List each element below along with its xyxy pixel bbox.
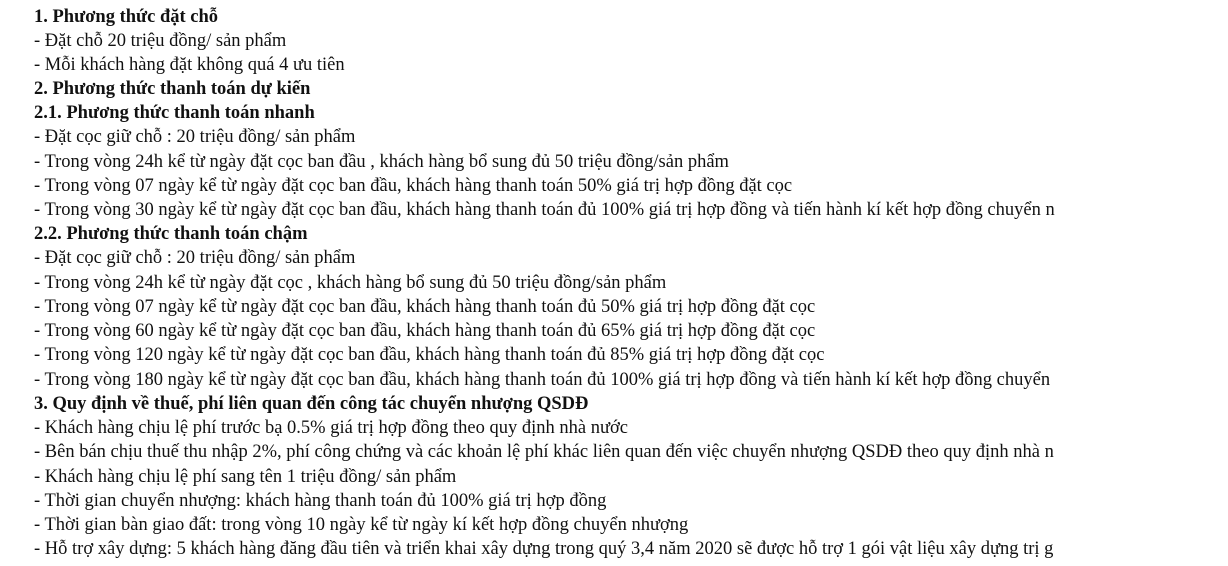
- line-text: - Thời gian chuyển nhượng: khách hàng thanh toán đủ 100% giá trị hợp đồng: [34, 491, 607, 511]
- line-text: - Trong vòng 30 ngày kể từ ngày đặt cọc ban đầu, khách hàng thanh toán đủ 100% giá trị hợp đồng và tiến hành kí kết hợp đồng chuyển n: [34, 200, 1055, 220]
- text-line: [34, 125, 1134, 149]
- line-text: - Trong vòng 07 ngày kể từ ngày đặt cọc ban đầu, khách hàng thanh toán đủ 50% giá trị hợp đồng đặt cọc: [34, 297, 816, 317]
- heading-text: 3. Quy định về thuế, phí liên quan đến công tác chuyển nhượng QSDĐ: [34, 394, 589, 414]
- text-line: [34, 368, 1134, 392]
- text-line: [34, 198, 1134, 222]
- line-text: - Khách hàng chịu lệ phí trước bạ 0.5% giá trị hợp đồng theo quy định nhà nước: [34, 418, 628, 438]
- line-text: - Khách hàng chịu lệ phí sang tên 1 triệu đồng/ sản phẩm: [34, 467, 457, 487]
- line-text: - Đặt chỗ 20 triệu đồng/ sản phẩm: [34, 31, 287, 51]
- text-line: [34, 465, 1134, 489]
- line-text: - Đặt cọc giữ chỗ : 20 triệu đồng/ sản phẩm: [34, 127, 356, 147]
- text-line: [34, 29, 1134, 53]
- line-text: - Trong vòng 07 ngày kể từ ngày đặt cọc ban đầu, khách hàng thanh toán 50% giá trị hợp đồng đặt cọc: [34, 176, 793, 196]
- line-text: - Trong vòng 24h kể từ ngày đặt cọc , khách hàng bổ sung đủ 50 triệu đồng/sản phẩm: [34, 273, 667, 293]
- line-text: - Mỗi khách hàng đặt không quá 4 ưu tiên: [34, 55, 345, 75]
- text-line: [34, 174, 1134, 198]
- section-heading-3: [34, 392, 1134, 416]
- section-heading-1: [34, 5, 1134, 29]
- line-text: - Trong vòng 24h kể từ ngày đặt cọc ban đầu , khách hàng bổ sung đủ 50 triệu đồng/sản phẩm: [34, 152, 729, 172]
- line-text: - Hỗ trợ xây dựng: 5 khách hàng đăng đầu tiên và triển khai xây dựng trong quý 3,4 năm 2020 sẽ được hỗ trợ 1 gói vật liệu xây dựng trị g: [34, 539, 1054, 559]
- line-text: - Trong vòng 180 ngày kể từ ngày đặt cọc ban đầu, khách hàng thanh toán đủ 100% giá trị hợp đồng và tiến hành kí kết hợp đồng chuyển: [34, 370, 1051, 390]
- text-line: [34, 440, 1134, 464]
- line-text: - Đặt cọc giữ chỗ : 20 triệu đồng/ sản phẩm: [34, 248, 356, 268]
- section-heading-2: [34, 77, 1134, 101]
- section-heading-2-2: [34, 222, 1134, 246]
- text-line: [34, 319, 1134, 343]
- text-line: [34, 416, 1134, 440]
- text-line: [34, 271, 1134, 295]
- heading-text: 2. Phương thức thanh toán dự kiến: [34, 79, 311, 99]
- text-line: [34, 489, 1134, 513]
- heading-text: 2.1. Phương thức thanh toán nhanh: [34, 103, 315, 123]
- line-text: - Trong vòng 60 ngày kể từ ngày đặt cọc ban đầu, khách hàng thanh toán đủ 65% giá trị hợp đồng đặt cọc: [34, 321, 816, 341]
- text-line: [34, 246, 1134, 270]
- heading-text: 1. Phương thức đặt chỗ: [34, 7, 219, 27]
- line-text: - Trong vòng 120 ngày kể từ ngày đặt cọc ban đầu, khách hàng thanh toán đủ 85% giá trị hợp đồng đặt cọc: [34, 345, 825, 365]
- text-line: [34, 295, 1134, 319]
- text-line: [34, 53, 1134, 77]
- heading-text: 2.2. Phương thức thanh toán chậm: [34, 224, 308, 244]
- text-line: [34, 343, 1134, 367]
- line-text: - Bên bán chịu thuế thu nhập 2%, phí công chứng và các khoản lệ phí khác liên quan đến việc chuyển nhượng QSDĐ theo quy định nhà n: [34, 442, 1054, 462]
- text-line: [34, 150, 1134, 174]
- text-line: [34, 513, 1134, 537]
- section-heading-2-1: [34, 101, 1134, 125]
- line-text: - Thời gian bàn giao đất: trong vòng 10 ngày kể từ ngày kí kết hợp đồng chuyển nhượng: [34, 515, 689, 535]
- text-line: [34, 537, 1134, 561]
